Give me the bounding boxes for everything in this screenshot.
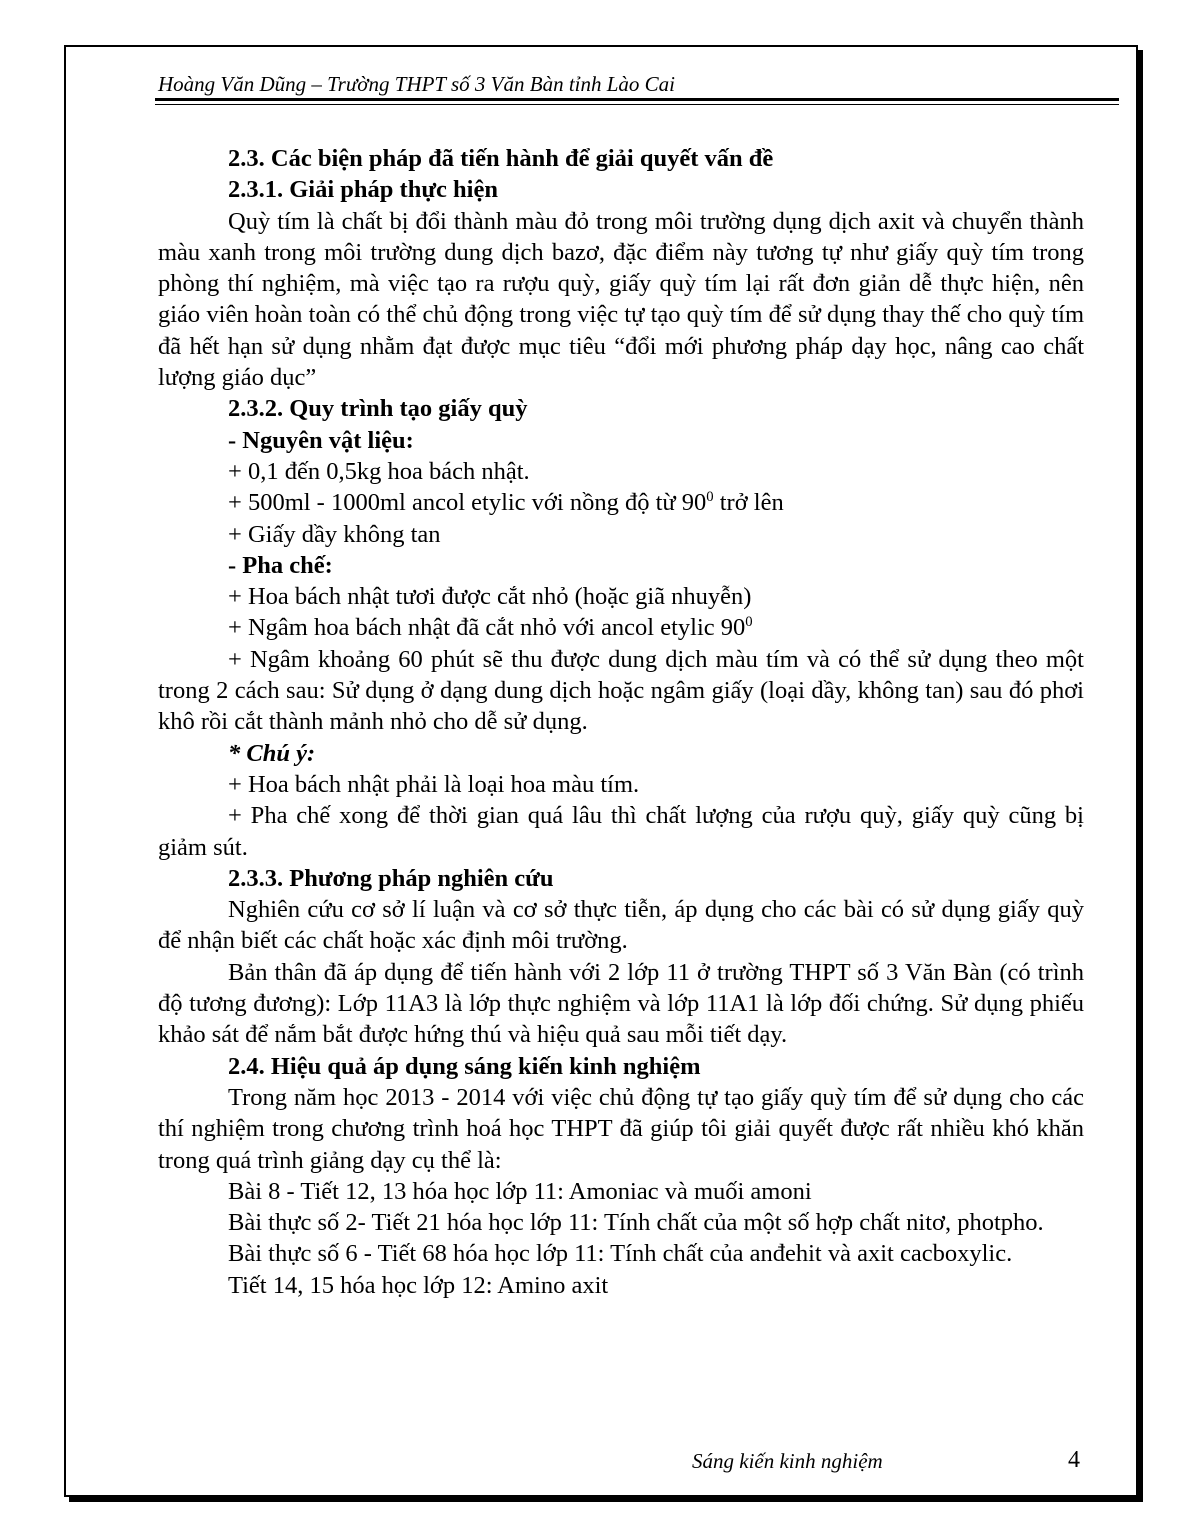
material-item [158,487,1084,518]
page-number: 4 [1068,1447,1080,1473]
preparation-step [158,612,1084,643]
material-item: + Giấy dầy không tan [228,520,441,548]
section-2-3-1-paragraph: Quỳ tím là chất bị đổi thành màu đỏ trong môi trường dụng dịch axit và chuyển thành màu xanh trong môi trường dung dịch bazơ, đặc điểm này tương tự như giấy quỳ tím trong phòng thí nghiệm, mà việc tạo ra rượu quỳ, giấy quỳ tím lại rất đơn giản dễ thực hiện, nên giáo viên hoàn toàn có thể chủ động trong việc tự tạo quỳ tím để sử dụng thay thế cho quỳ tím đã hết hạn sử dụng nhằm đạt được mục tiêu “đổi mới phương pháp dạy học, nâng cao chất lượng giáo dục” [158,207,1084,392]
lesson-item: Bài thực số 6 - Tiết 68 hóa học lớp 11: Tính chất của anđehit và axit cacboxylic. [228,1240,1013,1268]
material-item: + 0,1 đến 0,5kg hoa bách nhật. [228,457,530,485]
material-text: + 500ml - 1000ml ancol etylic với nồng độ từ 90 [228,489,707,517]
note-item: + Hoa bách nhật phải là loại hoa màu tím. [228,770,640,798]
section-2-3-3-paragraph: Nghiên cứu cơ sở lí luận và cơ sở thực tiễn, áp dụng cho các bài có sử dụng giấy quỳ để nhận biết các chất hoặc xác định môi trường. [158,896,1084,955]
preparation-step: + Ngâm khoảng 60 phút sẽ thu được dung dịch màu tím và có thể sử dụng theo một trong 2 cách sau: Sử dụng ở dạng dung dịch hoặc ngâm giấy (loại dầy, không tan) sau đó phơi khô rồi cắt thành mảnh nhỏ cho dễ sử dụng. [158,645,1084,736]
header-rule-thin [155,104,1119,105]
lesson-item: Tiết 14, 15 hóa học lớp 12: Amino axit [228,1271,609,1299]
section-2-3-2-heading: 2.3.2. Quy trình tạo giấy quỳ [228,395,528,423]
section-2-3-3-paragraph: Bản thân đã áp dụng để tiến hành với 2 lớp 11 ở trường THPT số 3 Văn Bàn (có trình độ tương đương): Lớp 11A3 là lớp thực nghiệm và lớp 11A1 là lớp đối chứng. Sử dụng phiếu khảo sát để nắm bắt được hứng thú và hiệu quả sau mỗi tiết dạy. [158,958,1084,1049]
lesson-item: Bài thực số 2- Tiết 21 hóa học lớp 11: Tính chất của một số hợp chất nitơ, photpho. [228,1209,1044,1237]
preparation-heading: - Pha chế: [228,551,333,579]
materials-heading: - Nguyên vật liệu: [228,426,414,454]
section-2-3-heading: 2.3. Các biện pháp đã tiến hành để giải quyết vấn đề [228,145,774,172]
section-2-4-heading: 2.4. Hiệu quả áp dụng sáng kiến kinh nghiệm [228,1052,701,1080]
page-header: Hoàng Văn Dũng – Trường THPT số 3 Văn Bàn tỉnh Lào Cai [158,72,676,96]
section-2-4-paragraph: Trong năm học 2013 - 2014 với việc chủ động tự tạo giấy quỳ tím để sử dụng cho các thí nghiệm trong chương trình hoá học THPT đã giúp tôi giải quyết được rất nhiều khó khăn trong quá trình giảng dạy cụ thể là: [158,1083,1084,1174]
footer-label: Sáng kiến kinh nghiệm [692,1449,883,1473]
material-text: trở lên [713,489,784,517]
note-item: + Pha chế xong để thời gian quá lâu thì chất lượng của rượu quỳ, giấy quỳ cũng bị giảm sút. [158,802,1084,861]
note-heading: * Chú ý: [228,739,316,767]
degree-superscript: 0 [745,614,753,631]
document-body [158,143,1084,1301]
preparation-text: + Ngâm hoa bách nhật đã cắt nhỏ với ancol etylic 90 [228,614,746,642]
degree-superscript: 0 [706,489,714,506]
preparation-step: + Hoa bách nhật tươi được cắt nhỏ (hoặc giã nhuyễn) [228,583,752,611]
section-2-3-1-heading: 2.3.1. Giải pháp thực hiện [228,176,498,204]
section-2-3-3-heading: 2.3.3. Phương pháp nghiên cứu [228,864,554,892]
header-rule-thick [155,98,1119,101]
lesson-item: Bài 8 - Tiết 12, 13 hóa học lớp 11: Amoniac và muối amoni [228,1177,812,1205]
